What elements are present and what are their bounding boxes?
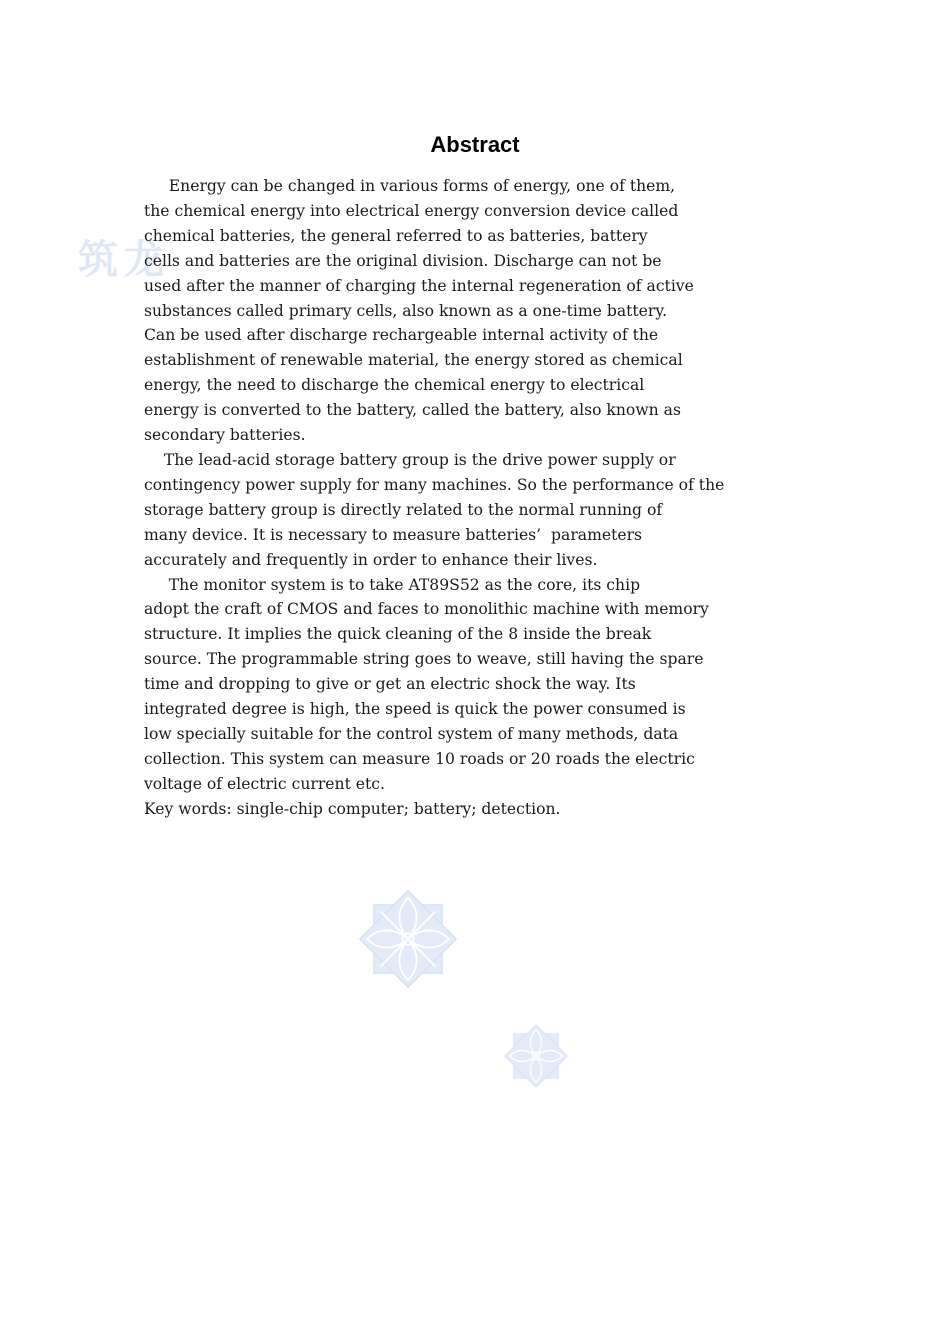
paragraph-1	[144, 174, 824, 448]
text-line: The lead-acid storage battery group is the drive power supply or	[144, 450, 676, 469]
text-line: accurately and frequently in order to enhance their lives.	[144, 550, 598, 569]
text-line: used after the manner of charging the internal regeneration of active	[144, 276, 694, 295]
text-line: storage battery group is directly related to the normal running of	[144, 500, 663, 519]
text-line: voltage of electric current etc.	[144, 774, 385, 793]
text-line: energy is converted to the battery, called the battery, also known as	[144, 401, 681, 420]
text-line: cells and batteries are the original division. Discharge can not be	[144, 251, 662, 270]
text-line: structure. It implies the quick cleaning of the 8 inside the break	[144, 625, 652, 644]
text-line: secondary batteries.	[144, 426, 306, 445]
text-line: source. The programmable string goes to weave, still having the spare	[144, 650, 704, 669]
paragraph-3	[144, 573, 824, 797]
text-line: many device. It is necessary to measure batteries’ parameters	[144, 525, 643, 544]
text-line: chemical batteries, the general referred to as batteries, battery	[144, 226, 648, 245]
text-line: Can be used after discharge rechargeable internal activity of the	[144, 326, 659, 345]
text-line: collection. This system can measure 10 roads or 20 roads the electric	[144, 749, 695, 768]
flower-watermark-icon	[351, 882, 465, 996]
text-line: contingency power supply for many machines. So the performance of the	[144, 475, 725, 494]
text-line: establishment of renewable material, the energy stored as chemical	[144, 351, 683, 370]
watermark-text: 筑龙	[78, 236, 170, 283]
paragraph-2	[144, 448, 824, 573]
text-line: time and dropping to give or get an electric shock the way. Its	[144, 675, 636, 694]
text-line: adopt the craft of CMOS and faces to monolithic machine with memory	[144, 600, 709, 619]
text-line: low specially suitable for the control system of many methods, data	[144, 724, 679, 743]
flower-watermark-icon	[499, 1019, 573, 1093]
text-line: energy, the need to discharge the chemical energy to electrical	[144, 376, 645, 395]
text-line: substances called primary cells, also known as a one-time battery.	[144, 301, 668, 320]
text-line: the chemical energy into electrical energy conversion device called	[144, 201, 679, 220]
text-line: integrated degree is high, the speed is quick the power consumed is	[144, 700, 686, 719]
page-title: Abstract	[430, 132, 520, 157]
text-line: The monitor system is to take AT89S52 as the core, its chip	[144, 575, 641, 594]
keywords-line: Key words: single-chip computer; battery; detection.	[144, 799, 561, 818]
text-line: Energy can be changed in various forms of energy, one of them,	[144, 177, 676, 195]
abstract-body	[144, 174, 824, 822]
